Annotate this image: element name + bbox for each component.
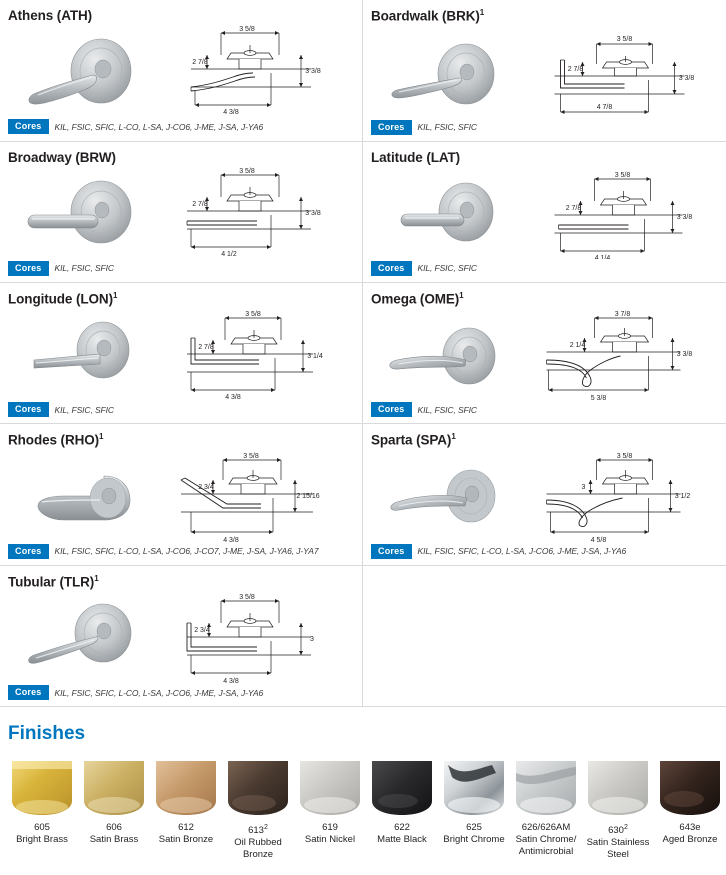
finish-code-text: 613 [248,825,264,837]
finish-swatch [512,755,580,817]
dim-top: 3 5/8 [614,171,631,179]
finish-code [152,822,220,834]
cores-row [8,685,354,700]
finish-code [296,822,364,834]
lever-title-text: Rhodes (RHO) [8,432,100,448]
cores-badge: Cores [8,544,49,559]
lever-title-text: Boardwalk (BRK) [371,8,480,24]
finish-code [8,822,76,834]
broadway-dimension-drawing [148,167,354,259]
dim-left: 2 3/4 [198,483,214,491]
finish-code-text: 606 [106,822,122,833]
boardwalk-dimension-drawing [511,26,718,118]
finish-code-text: 626/626AM [521,822,571,833]
finish-desc: Bright Brass [16,834,68,845]
finish-code [584,822,652,837]
finish-item-630 [582,755,654,861]
finish-code [656,822,724,834]
lever-title-text: Omega (OME) [371,291,460,306]
footnote-marker: 1 [459,290,464,300]
lever-title [371,291,718,307]
finish-swatch [656,755,724,817]
finish-desc: Aged Bronze [662,834,718,845]
lever-cell-athens [0,0,363,142]
lever-title-text: Athens (ATH) [8,8,93,23]
finish-code [80,822,148,834]
finish-item-612 [150,755,222,861]
lever-title [8,432,354,448]
dim-top: 3 5/8 [239,594,255,601]
cores-list: KIL, FSIC, SFIC [417,263,477,273]
lever-title [371,8,718,24]
lever-art-row [8,308,354,400]
lever-art-row [8,25,354,117]
cores-row [371,544,718,559]
lever-art-row [371,308,718,400]
lever-art-row [8,591,354,683]
dim-right: 3 3/8 [305,209,321,217]
cores-badge: Cores [371,120,412,135]
dim-right: 3 3/8 [676,213,693,221]
finish-item-625 [438,755,510,861]
footnote-marker: 1 [94,573,99,583]
dim-bottom: 4 1/4 [594,254,611,259]
finish-desc: Bright Chrome [443,834,505,845]
sparta-dimension-drawing [511,450,718,542]
lever-cell-longitude [0,283,363,425]
lever-cell-empty [363,566,726,708]
cores-list: KIL, FSIC, SFIC [54,404,114,415]
dim-top: 3 5/8 [245,311,261,318]
dim-right: 3 3/8 [305,68,321,75]
finish-code [368,822,436,834]
lever-cell-boardwalk [363,0,726,142]
finish-swatch [8,755,76,817]
cores-badge: Cores [371,544,412,559]
rhodes-lever-illustration [8,450,148,542]
finish-code [224,822,292,837]
finish-item-606 [78,755,150,861]
finishes-section-title: Finishes [8,723,86,744]
finish-code-text: 622 [394,822,410,833]
finish-desc: Satin Chrome/ Antimicrobial [515,834,577,857]
lever-art-row [371,26,718,118]
lever-cell-tubular [0,566,363,708]
dim-bottom: 4 3/8 [223,678,239,683]
dim-top: 3 5/8 [616,452,633,460]
cores-list: KIL, FSIC, SFIC [417,404,477,415]
dim-left: 2 7/8 [567,65,584,73]
cores-row [8,119,354,134]
cores-badge: Cores [371,261,412,276]
longitude-lever-illustration [8,308,148,400]
lever-title [8,574,354,590]
tubular-lever-illustration [8,591,148,683]
dim-left: 3 [581,483,586,491]
finish-item-619 [294,755,366,861]
lever-art-row [8,450,354,542]
cores-badge: Cores [8,119,49,134]
cores-badge: Cores [8,261,49,276]
cores-row [8,544,354,559]
latitude-dimension-drawing [511,167,718,259]
finish-code [440,822,508,834]
finish-desc: Matte Black [377,834,427,845]
cores-row [371,120,718,135]
dim-right: 3 3/8 [678,74,695,82]
dim-bottom: 4 3/8 [223,536,239,542]
finish-code-text: 625 [466,822,482,833]
cores-list: KIL, FSIC, SFIC [417,122,477,132]
broadway-lever-illustration [8,167,148,259]
finish-desc: Satin Stainless Steel [586,837,650,861]
boardwalk-lever-illustration [371,26,511,118]
footnote-marker: 1 [479,8,485,17]
dim-left: 2 7/8 [198,344,214,351]
lever-title [8,8,354,23]
finish-swatch [296,755,364,817]
finish-desc: Satin Bronze [158,834,214,845]
dim-right: 3 1/2 [674,492,691,500]
dim-left: 2 1/4 [569,342,586,349]
dim-top: 3 5/8 [239,26,255,33]
finish-swatch [368,755,436,817]
dim-bottom: 4 5/8 [590,536,607,542]
lever-cell-latitude [363,142,726,283]
lever-title-text: Tubular (TLR) [8,574,95,589]
finish-item-622 [366,755,438,861]
finish-swatch [224,755,292,817]
omega-lever-illustration [371,308,511,400]
rhodes-dimension-drawing [148,450,354,542]
footnote-marker: 1 [451,432,456,441]
cores-row [371,261,718,276]
lever-art-row [8,167,354,259]
finish-desc: Oil Rubbed Bronze [234,837,282,861]
dim-left: 2 3/4 [194,627,210,634]
cores-list: KIL, FSIC, SFIC, L-CO, L-SA, J-CO6, J-ME, J-SA, J-YA6 [54,687,264,698]
finish-swatch [584,755,652,817]
dim-right: 3 3/8 [676,351,693,358]
finish-code [512,822,580,834]
dim-bottom: 4 7/8 [596,103,613,111]
lever-title-text: Latitude (LAT) [371,149,461,165]
longitude-dimension-drawing [148,308,354,400]
cores-row [8,402,354,417]
lever-title-text: Longitude (LON) [8,291,113,306]
dim-right: 3 1/4 [307,353,323,360]
dim-bottom: 5 3/8 [590,395,607,400]
lever-cell-omega [363,283,726,425]
dim-right: 3 [310,636,314,643]
dim-left: 2 7/8 [565,204,582,212]
footnote-marker: 1 [99,432,104,441]
cores-row [8,261,354,276]
dim-top: 3 7/8 [614,311,631,318]
finish-code-text: 643e [679,822,701,833]
cores-row [371,402,718,417]
omega-dimension-drawing [511,308,718,400]
athens-lever-illustration [8,25,148,117]
finish-swatch [152,755,220,817]
finish-item-643e [654,755,726,861]
lever-cell-broadway [0,142,363,283]
lever-title [371,432,718,448]
lever-title [8,291,354,307]
finish-swatch [80,755,148,817]
dim-top: 3 5/8 [616,35,633,43]
latitude-lever-illustration [371,167,511,259]
finish-desc: Satin Nickel [304,834,356,845]
sparta-lever-illustration [371,450,511,542]
lever-art-row [371,450,718,542]
dim-top: 3 5/8 [239,167,255,175]
lever-cell-sparta [363,424,726,566]
lever-art-row [371,167,718,259]
finish-desc: Satin Brass [89,834,139,845]
cores-list: KIL, FSIC, SFIC, L-CO, L-SA, J-CO6, J-ME, J-SA, J-YA6 [54,121,264,132]
cores-badge: Cores [8,685,49,700]
finish-item-613 [222,755,294,861]
finish-item-605 [6,755,78,861]
finishes-strip [0,755,726,875]
finish-footnote-marker: 2 [623,824,628,831]
lever-title [371,150,718,165]
athens-dimension-drawing [148,25,354,117]
cores-list: KIL, FSIC, SFIC [54,263,114,273]
lever-cell-rhodes [0,424,363,566]
finish-code-text: 612 [178,822,194,833]
tubular-dimension-drawing [148,591,354,683]
finish-item-626 [510,755,582,861]
cores-list: KIL, FSIC, SFIC, L-CO, L-SA, J-CO6, J-ME, J-SA, J-YA6 [417,546,627,556]
lever-title-text: Broadway (BRW) [8,149,116,165]
footnote-marker: 1 [112,290,118,300]
cores-list: KIL, FSIC, SFIC, L-CO, L-SA, J-CO6, J-CO7, J-ME, J-SA, J-YA6, J-YA7 [54,546,319,556]
dim-right: 2 15/16 [296,492,320,500]
dim-left: 2 7/8 [192,59,208,66]
finish-footnote-marker: 2 [263,824,268,831]
finish-code-text: 619 [322,822,338,833]
cores-badge: Cores [8,402,49,417]
dim-bottom: 4 1/2 [221,250,237,258]
dim-left: 2 7/8 [192,200,208,208]
cores-badge: Cores [371,402,412,417]
dim-top: 3 5/8 [243,452,259,460]
finish-code-text: 605 [34,822,50,833]
finish-swatch [440,755,508,817]
lever-title [8,150,354,165]
dim-bottom: 4 3/8 [223,109,239,116]
finish-code-text: 630 [608,825,624,837]
dim-bottom: 4 3/8 [225,394,241,400]
lever-title-text: Sparta (SPA) [371,432,452,448]
